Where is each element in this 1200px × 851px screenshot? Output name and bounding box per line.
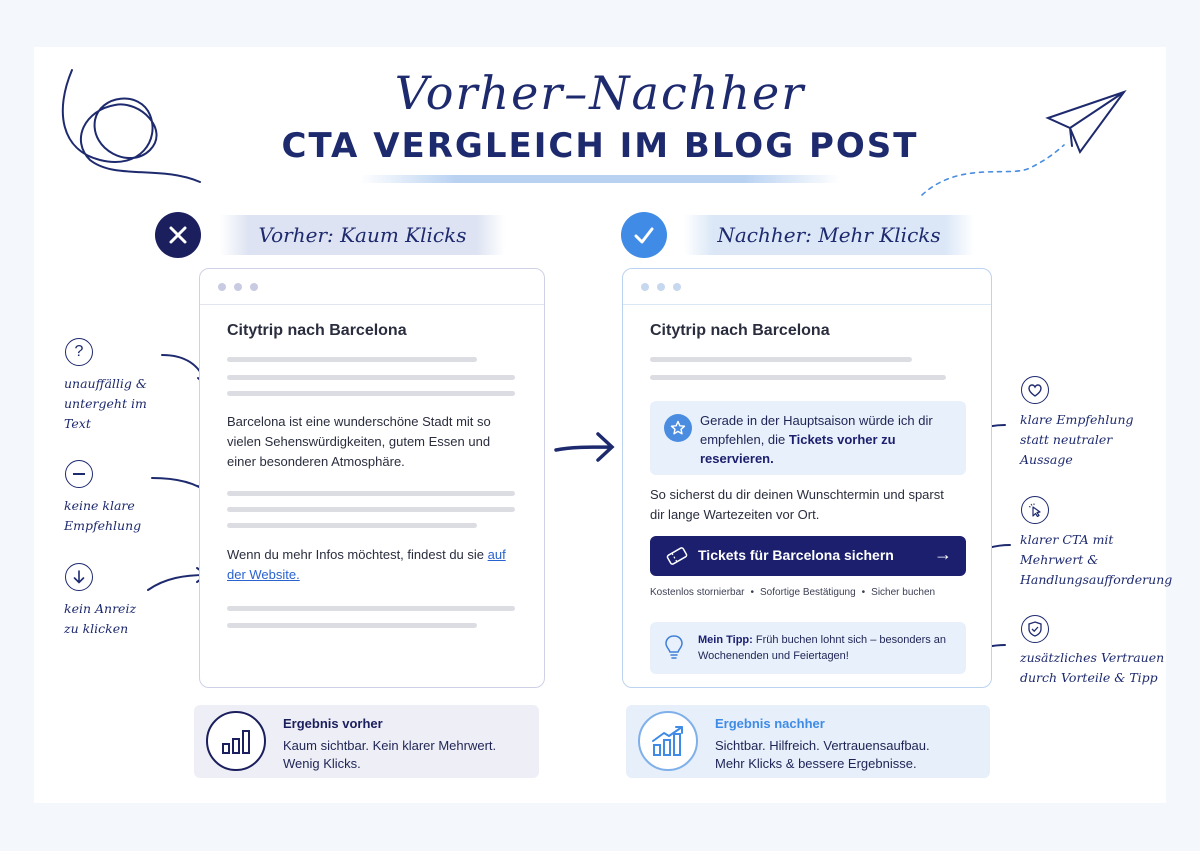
annotation-text: klarer CTA mit Mehrwert & Handlungsaufforderung bbox=[1020, 532, 1173, 587]
window-dot bbox=[673, 283, 681, 291]
lightbulb-icon bbox=[664, 634, 684, 667]
recommendation-bold: Tickets vorher zu reservieren. bbox=[700, 432, 896, 466]
tip-text bbox=[698, 632, 953, 664]
result-title: Ergebnis nachher bbox=[715, 716, 825, 731]
x-icon bbox=[155, 212, 201, 258]
bar-chart-icon bbox=[206, 711, 266, 771]
placeholder-line bbox=[227, 375, 515, 380]
annotation-text: keine klare Empfehlung bbox=[64, 498, 142, 533]
weak-cta-text: Wenn du mehr Infos möchtest, findest du sie bbox=[227, 547, 488, 562]
heart-icon bbox=[1021, 376, 1049, 404]
browser-toolbar bbox=[200, 269, 544, 305]
window-dot bbox=[657, 283, 665, 291]
result-before-box bbox=[194, 705, 539, 778]
placeholder-line bbox=[227, 357, 477, 362]
result-line: Mehr Klicks & bessere Ergebnisse. bbox=[715, 756, 917, 771]
annotation-text: unauffällig & untergeht im Text bbox=[64, 376, 148, 431]
window-dot bbox=[234, 283, 242, 291]
result-after-box bbox=[626, 705, 990, 778]
separator: • bbox=[861, 587, 866, 598]
post-paragraph: Barcelona ist eine wunderschöne Stadt mit so vielen Sehenswürdigkeiten, gutem Essen und einer besonderen Atmosphäre. bbox=[227, 414, 491, 469]
trust-item: Sofortige Bestätigung bbox=[760, 587, 856, 598]
annotation-text: zusätzliches Vertrauen durch Vorteile & Tipp bbox=[1020, 650, 1165, 685]
weak-cta-paragraph bbox=[227, 545, 517, 585]
check-icon bbox=[621, 212, 667, 258]
annotation-text: kein Anreiz zu klicken bbox=[64, 601, 137, 636]
tickets-cta-button[interactable] bbox=[650, 536, 966, 576]
arrow-down-icon bbox=[65, 563, 93, 591]
trust-item: Kostenlos stornierbar bbox=[650, 587, 745, 598]
placeholder-line bbox=[227, 507, 515, 512]
minus-icon bbox=[65, 460, 93, 488]
result-text bbox=[715, 737, 930, 773]
shield-check-icon bbox=[1021, 615, 1049, 643]
trust-signals bbox=[650, 587, 935, 598]
annotation-text: klare Empfehlung statt neutraler Aussage bbox=[1020, 412, 1134, 467]
placeholder-line bbox=[227, 523, 477, 528]
placeholder-line bbox=[227, 606, 515, 611]
arrow-right-icon: → bbox=[934, 544, 952, 564]
placeholder-line bbox=[227, 623, 477, 628]
trust-item: Sicher buchen bbox=[871, 587, 936, 598]
result-line: Kaum sichtbar. Kein klarer Mehrwert. bbox=[283, 738, 497, 753]
placeholder-line bbox=[227, 391, 515, 396]
tip-body: Früh buchen lohnt sich – besonders an Wochenenden und Feiertagen! bbox=[698, 634, 947, 662]
recommendation-text bbox=[700, 411, 952, 468]
result-line: Sichtbar. Hilfreich. Vertrauensaufbau. bbox=[715, 738, 930, 753]
tip-box bbox=[650, 622, 966, 674]
website-link[interactable]: auf der Website. bbox=[227, 547, 506, 582]
cursor-click-icon bbox=[1021, 496, 1049, 524]
before-label: Vorher: Kaum Klicks bbox=[220, 215, 505, 255]
post-title: Citytrip nach Barcelona bbox=[227, 322, 407, 339]
tip-label: Mein Tipp: bbox=[698, 634, 753, 646]
placeholder-line bbox=[227, 491, 515, 496]
result-line: Wenig Klicks. bbox=[283, 756, 361, 771]
title-script: Vorher–Nachher bbox=[394, 66, 806, 120]
recommendation-box bbox=[650, 401, 966, 475]
placeholder-line bbox=[650, 375, 946, 380]
separator: • bbox=[750, 587, 755, 598]
browser-window-before bbox=[199, 268, 545, 688]
star-icon bbox=[664, 414, 692, 442]
result-text bbox=[283, 737, 496, 773]
recommendation-plain: Gerade in der Hauptsaison würde ich dir empfehlen, die bbox=[700, 413, 933, 447]
window-dot bbox=[641, 283, 649, 291]
post-paragraph: So sicherst du dir deinen Wunschtermin und sparst dir lange Wartezeiten vor Ort. bbox=[650, 487, 944, 522]
cta-label: Tickets für Barcelona sichern bbox=[698, 547, 894, 563]
transition-arrow bbox=[556, 434, 612, 460]
post-title: Citytrip nach Barcelona bbox=[650, 322, 830, 339]
page-title: CTA VERGLEICH IM BLOG POST bbox=[281, 126, 919, 166]
growth-chart-icon bbox=[638, 711, 698, 771]
question-icon: ? bbox=[65, 338, 93, 366]
ticket-icon bbox=[666, 546, 688, 571]
window-dot bbox=[250, 283, 258, 291]
browser-window-after bbox=[622, 268, 992, 688]
title-underline bbox=[360, 175, 840, 183]
window-dot bbox=[218, 283, 226, 291]
placeholder-line bbox=[650, 357, 912, 362]
browser-toolbar bbox=[623, 269, 991, 305]
after-label: Nachher: Mehr Klicks bbox=[684, 215, 974, 255]
result-title: Ergebnis vorher bbox=[283, 716, 383, 731]
